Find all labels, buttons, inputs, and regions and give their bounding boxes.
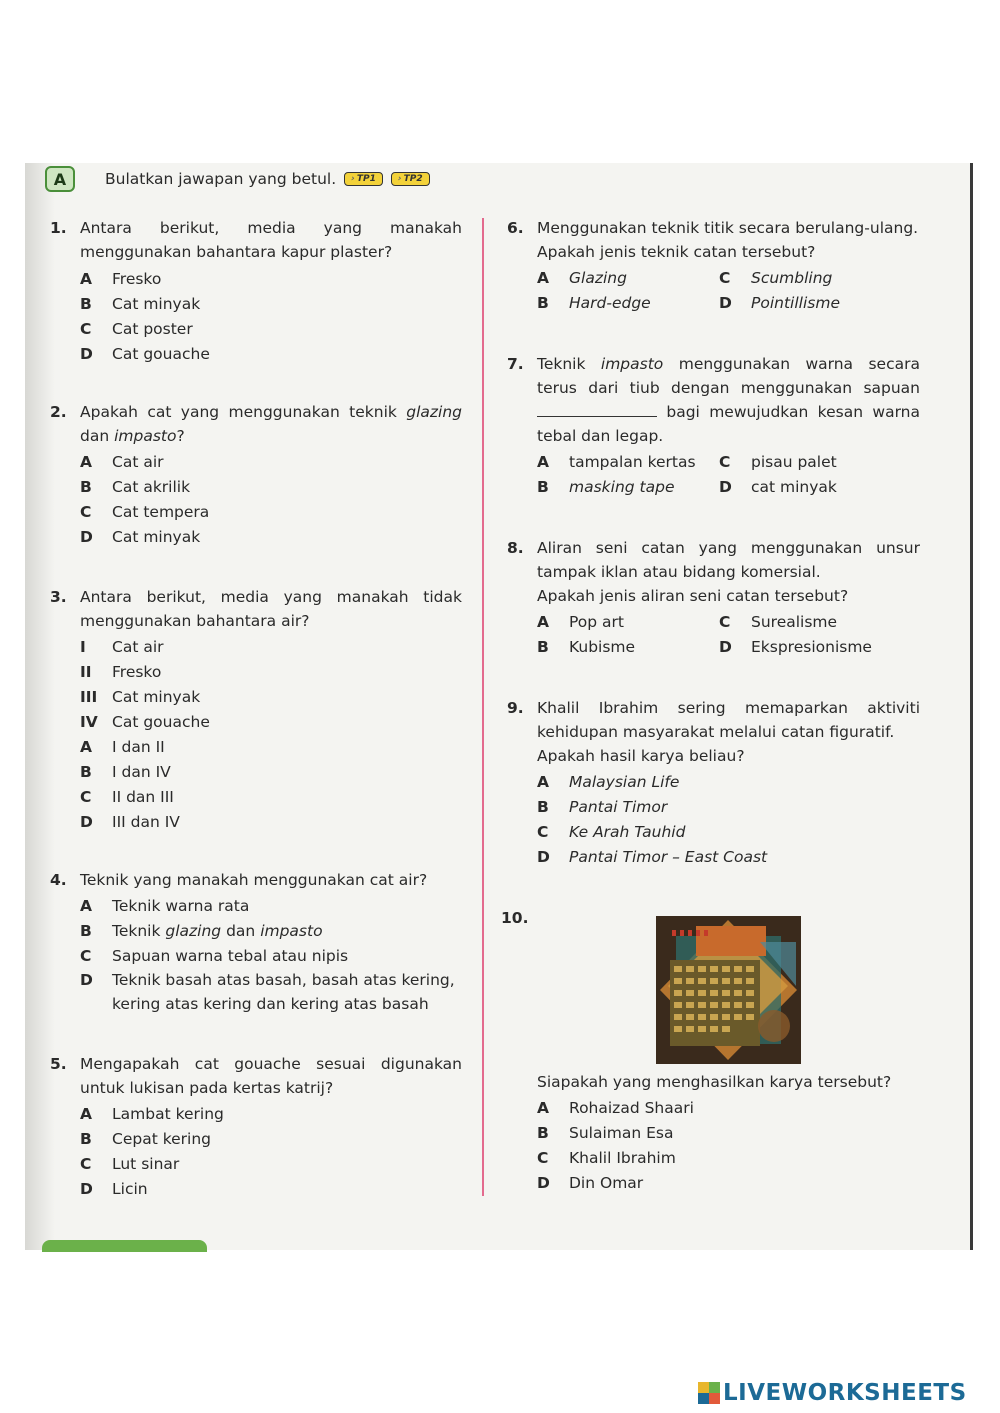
instruction-text: Bulatkan jawapan yang betul. xyxy=(105,170,337,188)
question-text-line: Apakah jenis teknik catan tersebut? xyxy=(537,243,816,261)
arrow-icon: › xyxy=(397,174,402,184)
logo-grid-icon xyxy=(698,1382,720,1404)
option-c[interactable]: C Khalil Ibrahim xyxy=(537,1148,676,1167)
section-header xyxy=(45,166,430,192)
question-7 xyxy=(507,352,920,499)
question-text-line: kehidupan masyarakat melalui catan figuratif. xyxy=(537,723,895,741)
question-text-line: Aliran seni catan yang menggunakan unsur xyxy=(537,539,920,557)
question-6 xyxy=(507,216,920,315)
question-2 xyxy=(50,400,462,549)
option-c[interactable]: C Lut sinar xyxy=(80,1154,180,1173)
statement-ii: II Fresko xyxy=(80,662,162,681)
question-8 xyxy=(507,536,920,659)
option-c[interactable]: C Cat tempera xyxy=(80,502,210,521)
option-b[interactable]: B Kubisme xyxy=(537,637,636,656)
column-divider xyxy=(482,218,484,1196)
option-b[interactable]: B Hard-edge xyxy=(537,293,651,312)
option-c[interactable]: C Scumbling xyxy=(719,268,833,287)
option-d[interactable]: D Cat gouache xyxy=(80,344,210,363)
question-1 xyxy=(50,216,462,366)
option-a[interactable]: A Malaysian Life xyxy=(537,772,680,791)
logo-text: LIVEWORKSHEETS xyxy=(723,1380,967,1406)
option-c[interactable]: C Surealisme xyxy=(719,612,838,631)
statement-iii: III Cat minyak xyxy=(80,687,201,706)
option-d[interactable]: D III dan IV xyxy=(80,812,180,831)
question-text-line: Menggunakan teknik titik secara berulang-ulang. xyxy=(537,219,919,237)
option-c[interactable]: C Ke Arah Tauhid xyxy=(537,822,686,841)
question-text: Antara berikut, media yang manakah menggunakan bahantara kapur plaster? xyxy=(80,219,462,261)
question-number: 4. xyxy=(50,871,67,889)
page-edge xyxy=(970,163,973,1250)
option-b[interactable]: B I dan IV xyxy=(80,762,171,781)
option-d[interactable]: D Pointillisme xyxy=(719,293,840,312)
arrow-icon: › xyxy=(351,174,355,184)
question-number: 9. xyxy=(507,699,524,717)
question-4 xyxy=(50,868,462,1016)
option-a[interactable]: A Cat air xyxy=(80,452,164,471)
question-text-line: bagi mewujudkan kesan warna xyxy=(537,400,920,424)
question-text-line: Apakah hasil karya beliau? xyxy=(537,747,745,765)
option-d[interactable]: D Teknik basah atas basah, basah atas kering, kering atas kering dan kering atas basah xyxy=(80,971,455,1013)
question-text-line: tampak iklan atau bidang komersial. xyxy=(537,563,821,581)
question-number: 10. xyxy=(501,909,529,927)
option-a[interactable]: A Teknik warna rata xyxy=(80,896,250,915)
tp2-tag: › TP2 xyxy=(391,172,430,186)
question-text: Teknik yang manakah menggunakan cat air? xyxy=(80,871,428,889)
question-number: 6. xyxy=(507,219,524,237)
page-shadow xyxy=(25,163,55,1250)
question-number: 2. xyxy=(50,403,67,421)
question-text: Siapakah yang menghasilkan karya tersebut? xyxy=(537,1073,892,1091)
option-d[interactable]: D Ekspresionisme xyxy=(719,637,872,656)
question-3 xyxy=(50,585,462,834)
question-number: 8. xyxy=(507,539,524,557)
option-b[interactable]: B Cat akrilik xyxy=(80,477,191,496)
artwork-image xyxy=(656,916,801,1064)
option-c[interactable]: C Sapuan warna tebal atau nipis xyxy=(80,946,349,965)
option-c[interactable]: C pisau palet xyxy=(719,452,837,471)
option-a[interactable]: A I dan II xyxy=(80,737,165,756)
section-badge: A xyxy=(45,166,75,192)
option-d[interactable]: D cat minyak xyxy=(719,477,837,496)
statement-iv: IV Cat gouache xyxy=(80,712,210,731)
option-d[interactable]: D Din Omar xyxy=(537,1173,644,1192)
question-9 xyxy=(507,696,920,869)
question-number: 5. xyxy=(50,1055,67,1073)
option-a[interactable]: A Fresko xyxy=(80,269,162,288)
question-text: Apakah cat yang menggunakan teknik glazing dan impasto? xyxy=(80,403,462,445)
option-a[interactable]: A Glazing xyxy=(537,268,627,287)
statement-i: I Cat air xyxy=(80,637,164,656)
liveworksheets-logo[interactable] xyxy=(698,1380,967,1406)
option-a[interactable]: A Lambat kering xyxy=(80,1104,224,1123)
question-text: Mengapakah cat gouache sesuai digunakan untuk lukisan pada kertas katrij? xyxy=(80,1055,462,1097)
option-b[interactable]: B masking tape xyxy=(537,477,675,496)
tp1-tag: › TP1 xyxy=(344,172,383,186)
question-text-line: tebal dan legap. xyxy=(537,427,664,445)
option-b[interactable]: B Sulaiman Esa xyxy=(537,1123,674,1142)
question-text-line: terus dari tiub dengan menggunakan sapuan xyxy=(537,379,920,397)
option-d[interactable]: D Licin xyxy=(80,1179,148,1198)
question-number: 1. xyxy=(50,219,67,237)
question-number: 7. xyxy=(507,355,524,373)
answer-blank[interactable] xyxy=(537,401,657,417)
option-b[interactable]: B Pantai Timor xyxy=(537,797,668,816)
option-c[interactable]: C II dan III xyxy=(80,787,174,806)
option-b[interactable]: B Cepat kering xyxy=(80,1129,212,1148)
option-d[interactable]: D Pantai Timor – East Coast xyxy=(537,847,768,866)
chapter-tab xyxy=(42,1240,207,1252)
question-text-line: Apakah jenis aliran seni catan tersebut? xyxy=(537,587,849,605)
question-5 xyxy=(50,1052,462,1201)
option-b[interactable]: B Teknik glazing dan impasto xyxy=(80,921,323,940)
option-a[interactable]: A Rohaizad Shaari xyxy=(537,1098,694,1117)
question-10-body xyxy=(537,1070,920,1195)
question-text-line: Khalil Ibrahim sering memaparkan aktiviti xyxy=(537,699,920,717)
question-text-line: Teknik impasto menggunakan warna secara xyxy=(537,355,920,373)
option-a[interactable]: A Pop art xyxy=(537,612,624,631)
option-b[interactable]: B Cat minyak xyxy=(80,294,201,313)
option-a[interactable]: A tampalan kertas xyxy=(537,452,696,471)
question-number: 3. xyxy=(50,588,67,606)
question-text: Antara berikut, media yang manakah tidak menggunakan bahantara air? xyxy=(80,588,462,630)
option-c[interactable]: C Cat poster xyxy=(80,319,193,338)
option-d[interactable]: D Cat minyak xyxy=(80,527,201,546)
